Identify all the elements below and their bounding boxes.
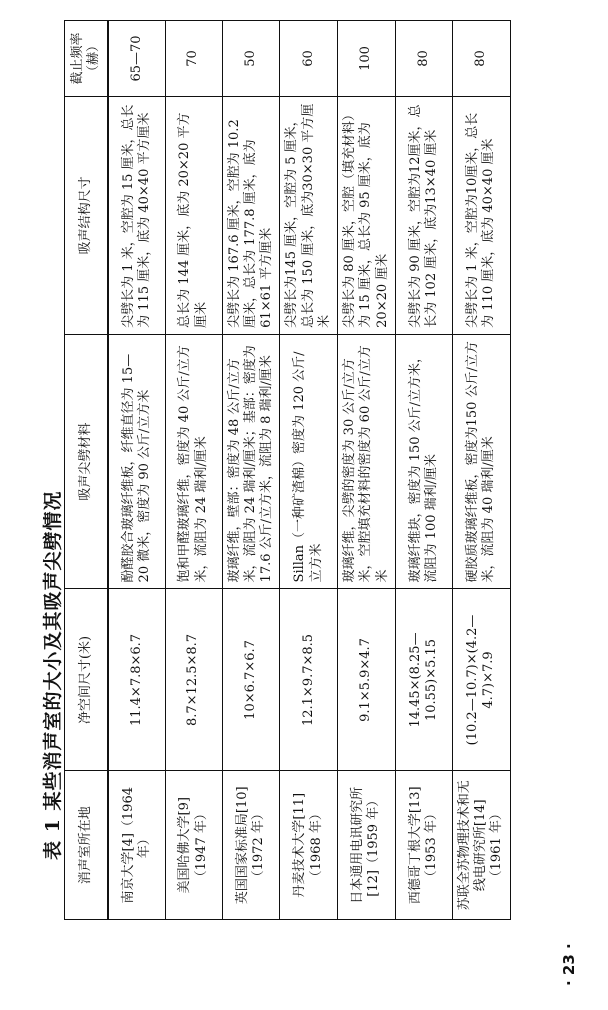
cell-material: 酚醛胶合玻璃纤维板，纤维直径为 15—20 微米，密度为 90 公斤/立方米 (108, 334, 165, 589)
cell-wedge: 总长为 144 厘米，底为 20×20 平方厘米 (165, 96, 222, 334)
cell-size: 9.1×5.9×4.7 (338, 589, 396, 771)
cell-place: 英国国家标准局[10]（1972 年） (222, 771, 280, 920)
cell-material: 玻璃纤维，壁部：密度为 48 公斤/立方米，流阻为 24 瑞利/厘米；基部：密度为 17.6 公斤/立方米，流阻为 8 瑞利/厘米 (222, 334, 280, 589)
table-row (280, 21, 338, 920)
header-row (65, 21, 109, 920)
anechoic-rooms-table (64, 20, 511, 920)
cell-size: 10×6.7×6.7 (222, 589, 280, 771)
table-row (338, 21, 396, 920)
table-row (452, 21, 510, 920)
cell-material: 玻璃纤维，尖劈的密度为 30 公斤/立方米，空腔填充材料的密度为 60 公斤/立方米 (338, 334, 396, 589)
cell-place: 美国哈佛大学[9]（1947 年） (165, 771, 222, 920)
table-row (165, 21, 222, 920)
table-title: 表 1 某些消声室的大小及其吸声尖劈情况 (42, 490, 64, 860)
cell-wedge: 尖劈长为 1 米，空腔为10厘米，总长为 110 厘米，底为 40×40 厘米 (452, 96, 510, 334)
cell-freq: 80 (452, 21, 510, 97)
cell-material: 硬胶质玻璃纤维板，密度为150 公斤/立方米，流阻为 40 瑞利/厘米 (452, 334, 510, 589)
header-wedge-size: 吸声结构尺寸 (65, 96, 109, 334)
cell-place: 苏联全苏物理技术和无线电研究所[14]（1961 年） (452, 771, 510, 920)
cell-freq: 100 (338, 21, 396, 97)
table-row (222, 21, 280, 920)
cell-size: 12.1×9.7×8.5 (280, 589, 338, 771)
cell-size: 14.45×(8.25—10.55)×5.15 (395, 589, 452, 771)
cell-wedge: 尖劈长为 80 厘米，空腔（填充材料）为 15 厘米，总长为 95 厘米，底为 20×20 厘米 (338, 96, 396, 334)
table-row (108, 21, 165, 920)
cell-material: 玻璃纤维块，密度为 150 公斤/立方米，流阻为 100 瑞利/厘米 (395, 334, 452, 589)
cell-freq: 50 (222, 21, 280, 97)
cell-freq: 65—70 (108, 21, 165, 97)
cell-material: Sillan（一种矿渣棉）密度为 120 公斤/立方米 (280, 334, 338, 589)
header-place: 消声室所在地 (65, 771, 109, 920)
cell-size: 11.4×7.8×6.7 (108, 589, 165, 771)
cell-wedge: 尖劈长为 167.6 厘米，空腔为 10.2 厘米，总长为 177.8 厘米，底为 61×61 平方厘米 (222, 96, 280, 334)
cell-place: 南京大学[4]（1964 年） (108, 771, 165, 920)
header-size: 净空间尺寸(米) (65, 589, 109, 771)
cell-wedge: 尖劈长为 1 米，空腔为 15 厘米，总长为 115 厘米，底为 40×40 平方厘米 (108, 96, 165, 334)
cell-place: 日本通用电讯研究所[12]（1959 年） (338, 771, 396, 920)
page-number: · 23 · (560, 943, 578, 986)
cell-size: 8.7×12.5×8.7 (165, 589, 222, 771)
cell-freq: 80 (395, 21, 452, 97)
cell-wedge: 尖劈长为 90 厘米，空腔为12厘米，总长为 102 厘米，底为13×40 厘米 (395, 96, 452, 334)
cell-freq: 70 (165, 21, 222, 97)
header-material: 吸声尖劈材料 (65, 334, 109, 589)
cell-place: 西德哥丁根大学[13]（1953 年） (395, 771, 452, 920)
cell-material: 饱和甲醛玻璃纤维，密度为 40 公斤/立方米，流阻为 24 瑞利/厘米 (165, 334, 222, 589)
cell-place: 丹麦技术大学[11]（1968 年） (280, 771, 338, 920)
header-cutoff-frequency: 截止频率（赫） (65, 21, 109, 97)
cell-size: (10.2—10.7)×(4.2—4.7)×7.9 (452, 589, 510, 771)
cell-freq: 60 (280, 21, 338, 97)
table-row (395, 21, 452, 920)
cell-wedge: 尖劈长为145 厘米，空腔为 5 厘米，总长为 150 厘米，底为30×30 平方厘米 (280, 96, 338, 334)
